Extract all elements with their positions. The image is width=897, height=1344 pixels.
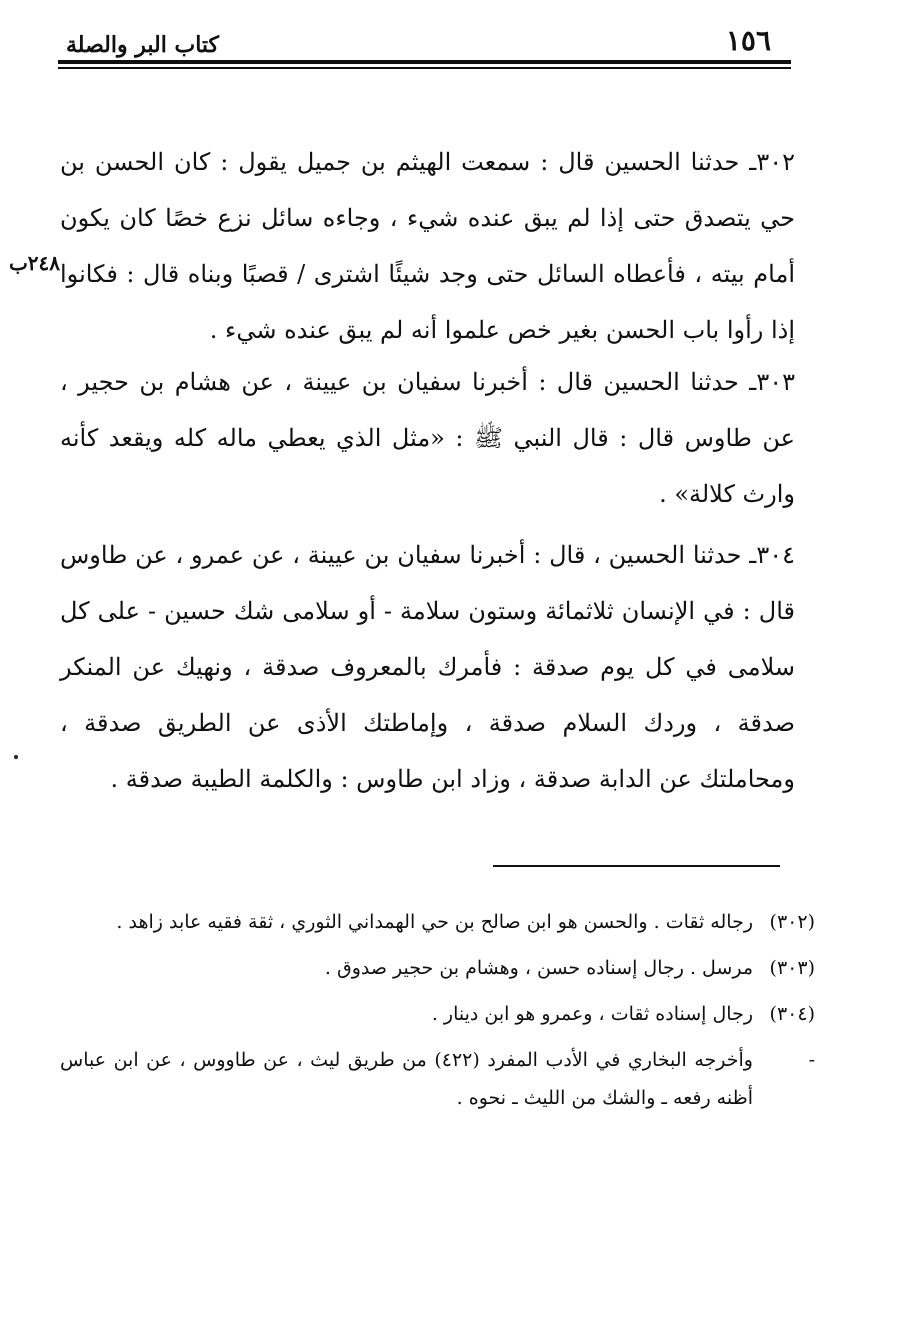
hadith-text: حدثنا الحسين قال : أخبرنا سفيان بن عيينة ، عن هشام بن حجير ، عن طاوس قال : قال النبي ﷺ : «مثل الذي يعطي ماله كله ويقعد كأنه وارث كلالة» . xyxy=(60,368,795,508)
hadith-text: حدثنا الحسين ، قال : أخبرنا سفيان بن عيينة ، عن عمرو ، عن طاوس قال : في الإنسان ثلاثمائة وستون سلامة - أو سلامى شك حسين - على كل سلامى في كل يوم صدقة : فأمرك بالمعروف صدقة ، ونهيك عن المنكر صدقة ، وردك السلام صدقة ، وإماطتك الأذى عن الطريق صدقة ، ومحاملتك عن الدابة صدقة ، وزاد ابن طاوس : والكلمة الطيبة صدقة . xyxy=(60,541,795,793)
hadith-303 xyxy=(60,354,795,522)
hadith-304 xyxy=(60,527,795,807)
footnote-text: رجال إسناده ثقات ، وعمرو هو ابن دينار . xyxy=(431,1003,753,1025)
page-number: ١٥٦ xyxy=(725,24,771,57)
footnote-marker: (٣٠٢) xyxy=(769,911,815,933)
footnote-text: مرسل . رجال إسناده حسن ، وهشام بن حجير صدوق . xyxy=(324,957,753,979)
footnote xyxy=(60,903,815,941)
hadith-paragraph xyxy=(60,134,795,358)
footnotes xyxy=(60,903,815,1125)
hadith-paragraph xyxy=(60,354,795,522)
header-rule-thick xyxy=(58,60,791,64)
footnote-marker: (٣٠٣) xyxy=(769,957,815,979)
hadith-text: حدثنا الحسين قال : سمعت الهيثم بن جميل يقول : كان الحسن بن حي يتصدق حتى إذا لم يبق عنده شيء ، وجاءه سائل نزع خصًا كان يكون أمام بيته ، فأعطاه السائل حتى وجد شيئًا اشترى / قصبًا وبناه قال : فكانوا إذا رأوا باب الحسن بغير خص علموا أنه لم يبق عنده شيء . xyxy=(60,148,795,344)
footnote xyxy=(60,949,815,987)
header-rule-thin xyxy=(58,67,791,69)
margin-folio-note: ٢٤٨ب xyxy=(8,251,60,275)
hadith-302 xyxy=(60,134,795,358)
book-title: كتاب البر والصلة xyxy=(66,32,220,58)
footnote-text: رجاله ثقات . والحسن هو ابن صالح بن حي الهمداني الثوري ، ثقة فقيه عابد زاهد . xyxy=(116,911,753,933)
hadith-number: ٣٠٢ـ xyxy=(749,148,795,176)
footnote-marker: (٣٠٤) xyxy=(769,1003,815,1025)
page-header xyxy=(58,22,791,62)
footnote xyxy=(60,995,815,1033)
hadith-number: ٣٠٣ـ xyxy=(749,368,795,396)
footnote-marker: - xyxy=(808,1049,815,1071)
footnote-separator xyxy=(493,865,780,867)
footnote-text: وأخرجه البخاري في الأدب المفرد (٤٢٢) من طريق ليث ، عن طاووس ، عن ابن عباس أظنه رفعه ـ والشك من الليث ـ نحوه . xyxy=(60,1049,753,1109)
hadith-number: ٣٠٤ـ xyxy=(749,541,795,569)
footnote xyxy=(60,1041,815,1117)
stray-dot xyxy=(14,755,18,759)
hadith-paragraph xyxy=(60,527,795,807)
